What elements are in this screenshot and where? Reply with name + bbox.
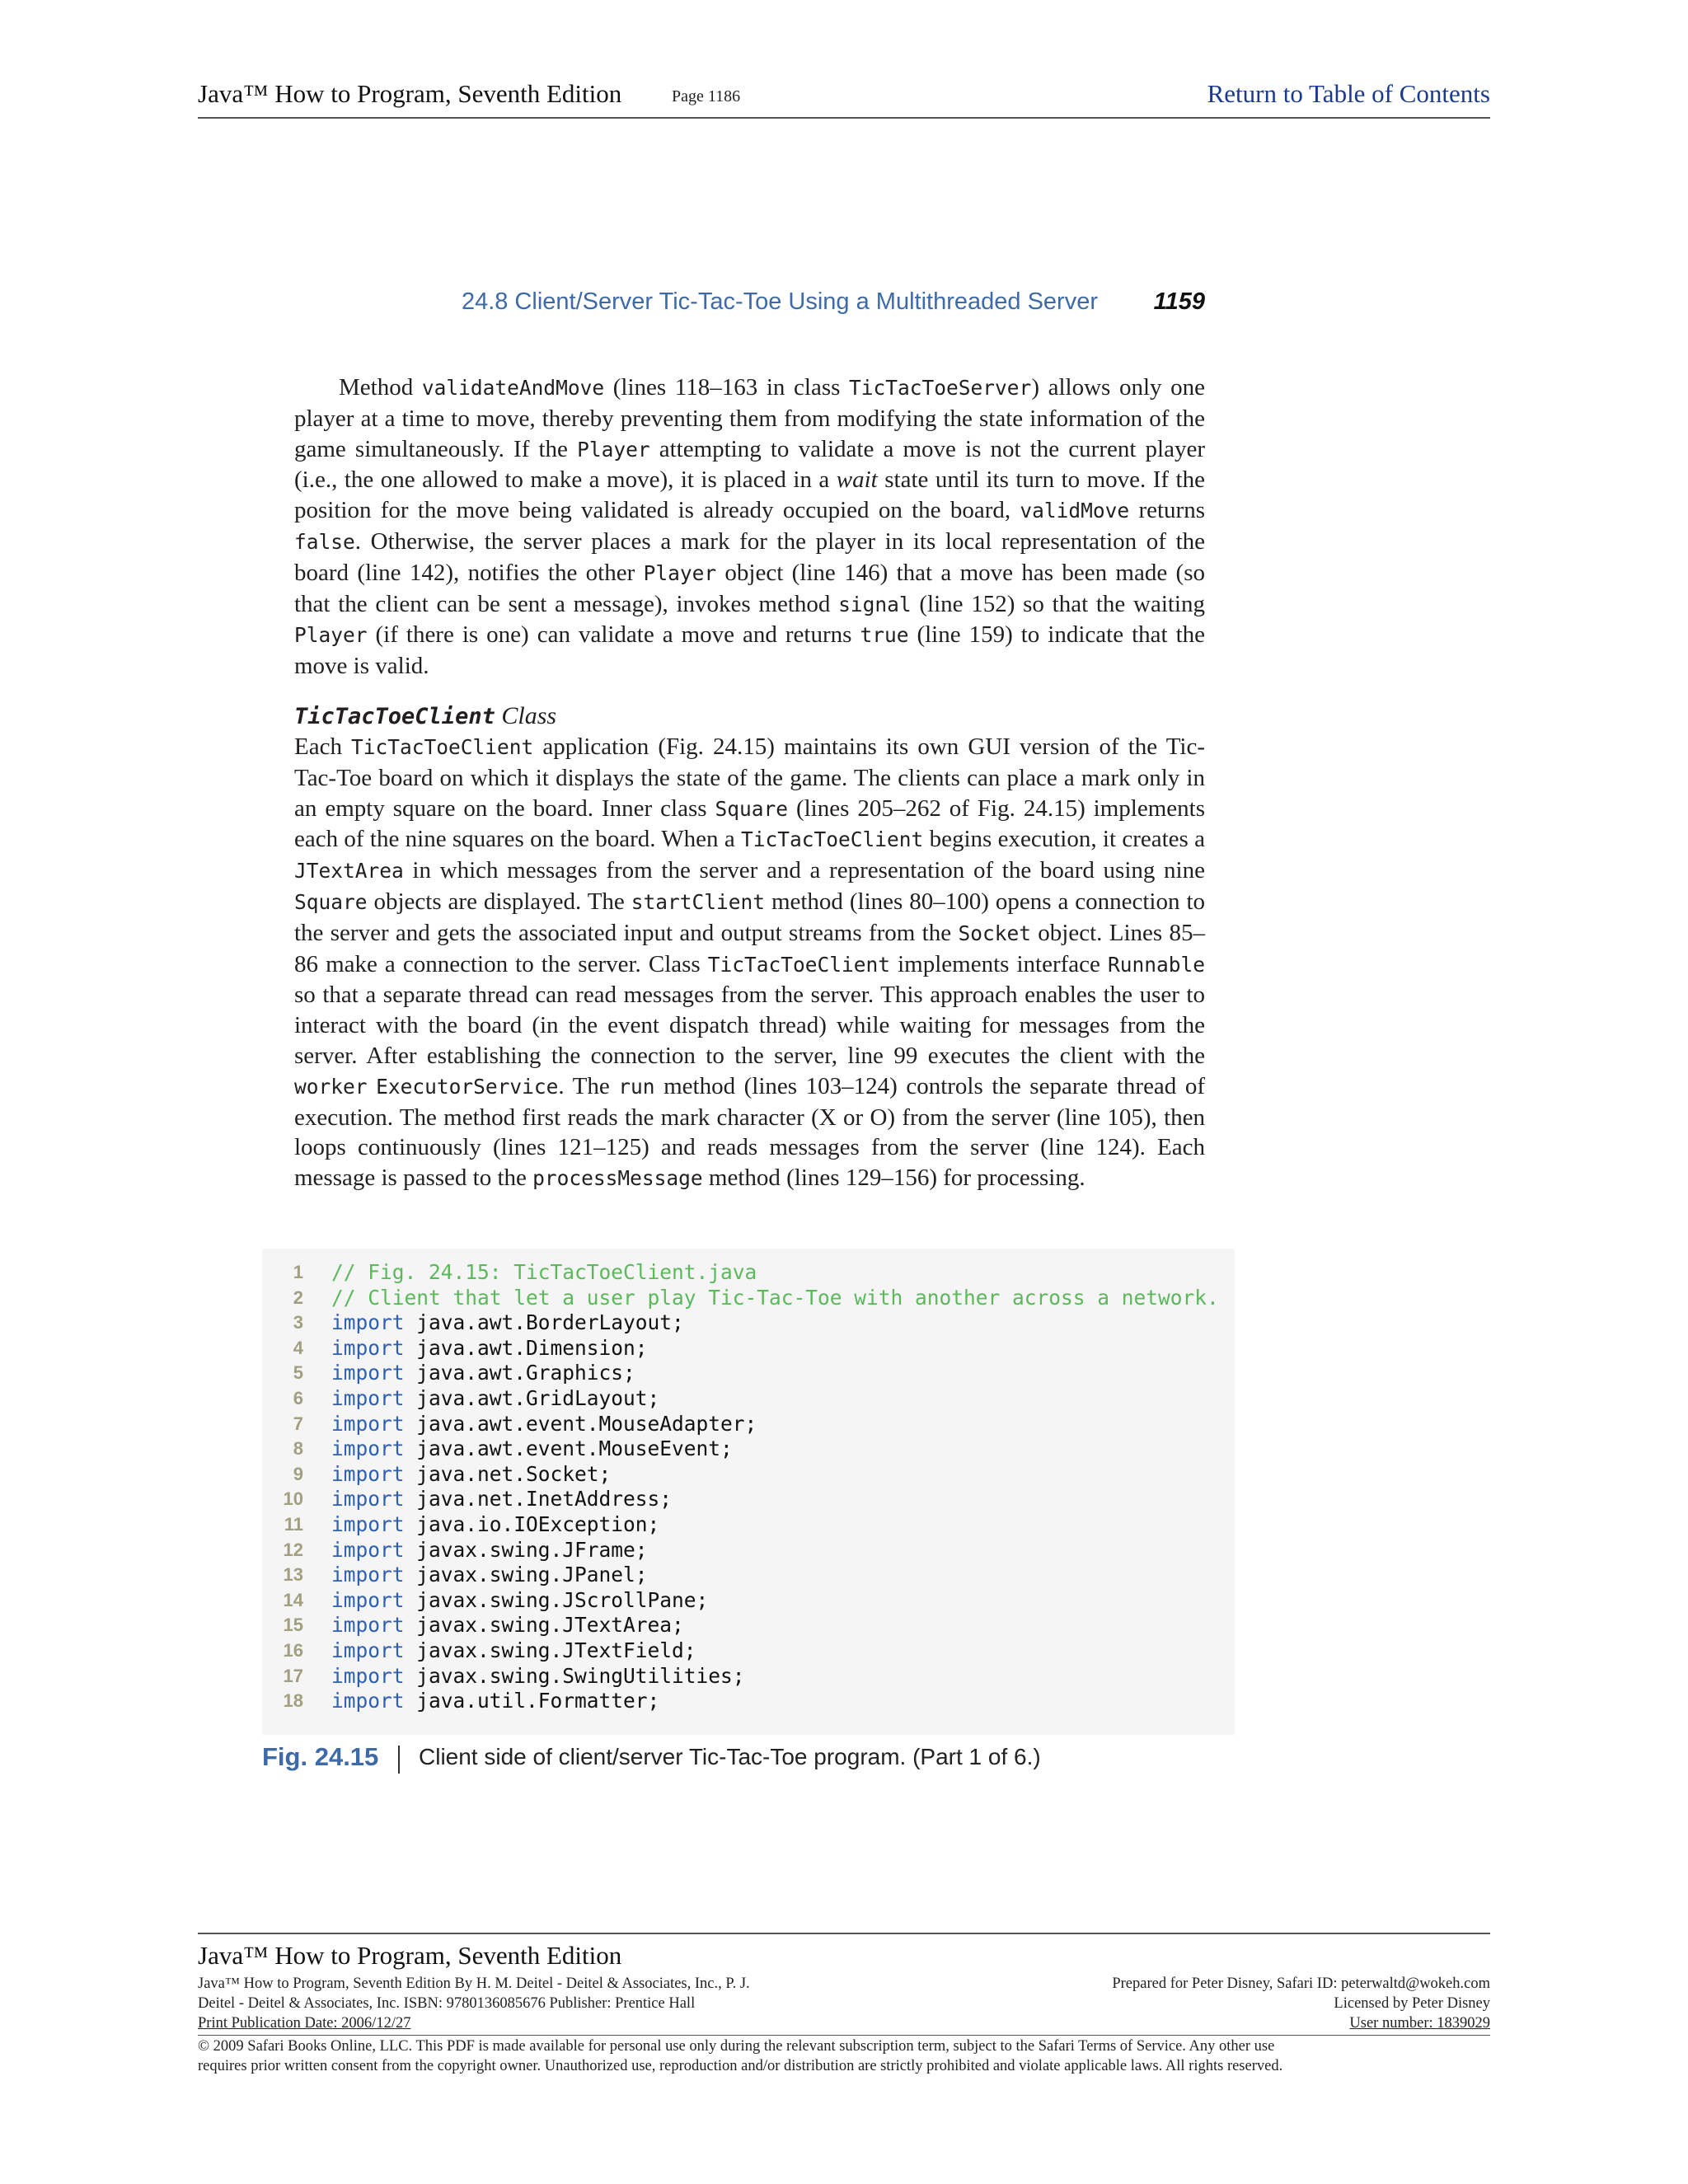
- inline-code: Square: [715, 796, 788, 821]
- code-line: [262, 1512, 1235, 1537]
- inline-code: Player: [294, 623, 368, 648]
- code-keyword: import: [331, 1638, 405, 1662]
- code-line: [262, 1588, 1235, 1613]
- inline-code: Player: [577, 437, 650, 462]
- footer-book-info: Java™ How to Program, Seventh Edition By H. M. Deitel - Deitel & Associates, Inc., P. J.: [198, 1975, 750, 1992]
- subheading: [294, 702, 1205, 730]
- code-line: [262, 1664, 1235, 1689]
- inline-code: TicTacToeClient: [707, 952, 891, 977]
- code-keyword: import: [331, 1411, 405, 1436]
- paragraph-text: Method validateAndMove (lines 118–163 in class TicTacToeServer) allows only one player at a time to move, thereby preventing them from modifying the state information of the game simultaneously. If the Player attempting to validate a move is not the current player (i.e., the one allowed to make a move), it is placed in a wait state until its turn to move. If the position for the move being validated is already occupied on the board, validMove returns false. Otherwise, the server places a mark for the player in its local representation of the board (line 142), notifies the other Player object (line 146) that a move has been made (so that the client can be sent a message), invokes method signal (line 152) so that the waiting Player (if there is one) can validate a move and returns true (line 159) to indicate that the move is valid.: [294, 374, 1206, 680]
- code-text: import javax.swing.JScrollPane;: [331, 1587, 709, 1612]
- line-number: 5: [293, 1362, 303, 1384]
- line-number: 9: [293, 1463, 303, 1484]
- code-text: import java.net.InetAddress;: [331, 1487, 673, 1511]
- page-header: [198, 73, 1490, 119]
- code-keyword: import: [331, 1461, 405, 1486]
- code-text: import java.io.IOException;: [331, 1512, 660, 1536]
- code-keyword: import: [331, 1310, 405, 1335]
- code-line: [262, 1386, 1235, 1411]
- code-keyword: import: [331, 1335, 405, 1360]
- line-number: 10: [283, 1488, 303, 1510]
- inline-code: Runnable: [1107, 952, 1205, 977]
- line-number: 3: [293, 1312, 303, 1333]
- code-line: [262, 1689, 1235, 1713]
- paragraph-client-class: [294, 732, 1205, 1194]
- line-number: 11: [284, 1514, 303, 1535]
- inline-code: processMessage: [532, 1166, 703, 1191]
- inline-code: validMove: [1020, 499, 1130, 523]
- code-keyword: import: [331, 1487, 405, 1511]
- line-number: 2: [293, 1286, 303, 1308]
- code-keyword: import: [331, 1386, 405, 1410]
- code-line: [262, 1260, 1235, 1285]
- caption-divider: [398, 1746, 400, 1774]
- footer-rule: [198, 2035, 1490, 2036]
- inline-code: TicTacToeClient: [741, 827, 924, 852]
- running-head: [294, 288, 1205, 321]
- inline-code: true: [860, 623, 909, 648]
- footer-pub-date: Print Publication Date: 2006/12/27: [198, 2015, 411, 2032]
- code-line: [262, 1487, 1235, 1511]
- footer-copyright: requires prior written consent from the copyright owner. Unauthorized use, reproduction and/or distribution are strictly prohibited and violate applicable laws. All rights reserved.: [198, 2058, 1283, 2074]
- line-number: 8: [293, 1438, 303, 1460]
- code-text: import javax.swing.JFrame;: [331, 1537, 648, 1562]
- code-text: import java.awt.GridLayout;: [331, 1386, 660, 1410]
- code-text: import java.awt.Dimension;: [331, 1335, 648, 1360]
- inline-code: JTextArea: [294, 859, 404, 883]
- inline-code: Socket: [958, 921, 1031, 945]
- line-number: 16: [283, 1640, 303, 1661]
- line-number: 14: [283, 1589, 303, 1610]
- inline-code: Player: [643, 560, 717, 585]
- code-keyword: import: [331, 1663, 405, 1688]
- page-label: Page 1186: [672, 87, 741, 105]
- code-line: [262, 1436, 1235, 1461]
- code-keyword: import: [331, 1512, 405, 1536]
- inline-code: TicTacToeClient: [351, 735, 534, 759]
- code-line: [262, 1336, 1235, 1361]
- code-text: import java.awt.event.MouseAdapter;: [331, 1411, 757, 1436]
- line-number: 17: [283, 1665, 303, 1686]
- figure-label: Fig. 24.15: [262, 1742, 379, 1771]
- code-line: [262, 1638, 1235, 1663]
- code-keyword: import: [331, 1563, 405, 1587]
- footer-user-number: User number: 1839029: [1349, 2015, 1490, 2032]
- code-text: import java.awt.Graphics;: [331, 1361, 635, 1385]
- subheading-text: Class: [495, 702, 557, 729]
- code-line: [262, 1286, 1235, 1310]
- code-line: [262, 1462, 1235, 1487]
- footer-licensed-by: Licensed by Peter Disney: [1334, 1995, 1490, 2012]
- emphasis-text: wait: [836, 466, 878, 494]
- line-number: 12: [283, 1539, 303, 1560]
- code-text: import java.net.Socket;: [331, 1461, 612, 1486]
- code-line: [262, 1412, 1235, 1436]
- code-keyword: import: [331, 1689, 405, 1713]
- code-line: [262, 1361, 1235, 1385]
- code-text: import java.awt.BorderLayout;: [331, 1310, 684, 1335]
- code-line: [262, 1538, 1235, 1563]
- line-number: 4: [293, 1337, 303, 1358]
- footer-title: Java™ How to Program, Seventh Edition: [198, 1941, 622, 1970]
- inline-code: Square: [294, 889, 368, 914]
- figure-caption: [262, 1742, 1235, 1779]
- inline-code: validateAndMove: [421, 376, 605, 400]
- line-number: 7: [293, 1413, 303, 1434]
- paragraph-text: Each TicTacToeClient application (Fig. 24.15) maintains its own GUI version of the Tic-Tac-Toe board on which it displays the state of the game. The clients can place a mark only in an empty square on the board. Inner class Square (lines 205–262 of Fig. 24.15) implements each of the nine squares on the board. When a TicTacToeClient begins execution, it creates a JTextArea in which messages from the server and a representation of the board using nine Square objects are displayed. The startClient method (lines 80–100) opens a connection to the server and gets the associated input and output streams from the Socket object. Lines 85–86 make a connection to the server. Class TicTacToeClient implements interface Runnable so that a separate thread can read messages from the server. This approach enables the user to interact with the board (in the event dispatch thread) while waiting for messages from the server. After establishing the connection to the server, line 99 executes the client with the worker ExecutorService. The run method (lines 103–124) controls the separate thread of execution. The method first reads the mark character (X or O) from the server (line 105), then loops continuously (lines 121–125) and reads messages from the server (line 124). Each message is passed to the processMessage method (lines 129–156) for processing.: [294, 733, 1206, 1192]
- code-text: import javax.swing.SwingUtilities;: [331, 1663, 745, 1688]
- code-text: // Fig. 24.15: TicTacToeClient.java: [331, 1260, 757, 1284]
- book-title: Java™ How to Program, Seventh Edition: [198, 79, 622, 108]
- code-text: import javax.swing.JPanel;: [331, 1563, 648, 1587]
- line-number: 6: [293, 1388, 303, 1408]
- inline-code: ExecutorService: [376, 1074, 559, 1099]
- code-keyword: import: [331, 1587, 405, 1612]
- line-number: 13: [283, 1564, 303, 1586]
- code-keyword: import: [331, 1613, 405, 1638]
- code-text: import java.util.Formatter;: [331, 1689, 660, 1713]
- section-title: 24.8 Client/Server Tic-Tac-Toe Using a Multithreaded Server: [461, 288, 1098, 315]
- footer-rule: [198, 1933, 1490, 1934]
- code-line: [262, 1613, 1235, 1638]
- figure-caption-text: Client side of client/server Tic-Tac-Toe program. (Part 1 of 6.): [419, 1744, 1041, 1769]
- inline-code: false: [294, 529, 355, 554]
- code-line: [262, 1310, 1235, 1335]
- code-listing: [262, 1249, 1235, 1735]
- footer-prepared-for: Prepared for Peter Disney, Safari ID: peterwaltd@wokeh.com: [1112, 1975, 1490, 1992]
- footer-isbn: Deitel - Deitel & Associates, Inc. ISBN: 9780136085676 Publisher: Prentice Hall: [198, 1995, 696, 2012]
- code-text: // Client that let a user play Tic-Tac-Toe with another across a network.: [331, 1285, 1219, 1310]
- code-keyword: import: [331, 1361, 405, 1385]
- book-page-number: 1159: [1153, 288, 1205, 315]
- line-number: 1: [293, 1262, 303, 1282]
- subheading-code: TicTacToeClient: [294, 704, 495, 729]
- inline-code: worker: [294, 1074, 368, 1099]
- code-line: [262, 1563, 1235, 1587]
- line-number: 15: [283, 1615, 303, 1636]
- footer-copyright: © 2009 Safari Books Online, LLC. This PDF is made available for personal use only during the relevant subscription term, subject to the Safari Terms of Service. Any other use: [198, 2038, 1275, 2055]
- toc-link[interactable]: Return to Table of Contents: [1207, 79, 1490, 108]
- code-keyword: import: [331, 1537, 405, 1562]
- code-text: import javax.swing.JTextField;: [331, 1638, 696, 1662]
- code-text: import java.awt.event.MouseEvent;: [331, 1436, 733, 1461]
- code-text: import javax.swing.JTextArea;: [331, 1613, 684, 1638]
- inline-code: signal: [838, 592, 912, 616]
- inline-code: run: [618, 1074, 655, 1099]
- code-keyword: import: [331, 1436, 405, 1461]
- line-number: 18: [283, 1690, 303, 1712]
- paragraph-validate-and-move: [294, 373, 1205, 682]
- inline-code: TicTacToeServer: [849, 376, 1032, 400]
- inline-code: startClient: [631, 889, 765, 914]
